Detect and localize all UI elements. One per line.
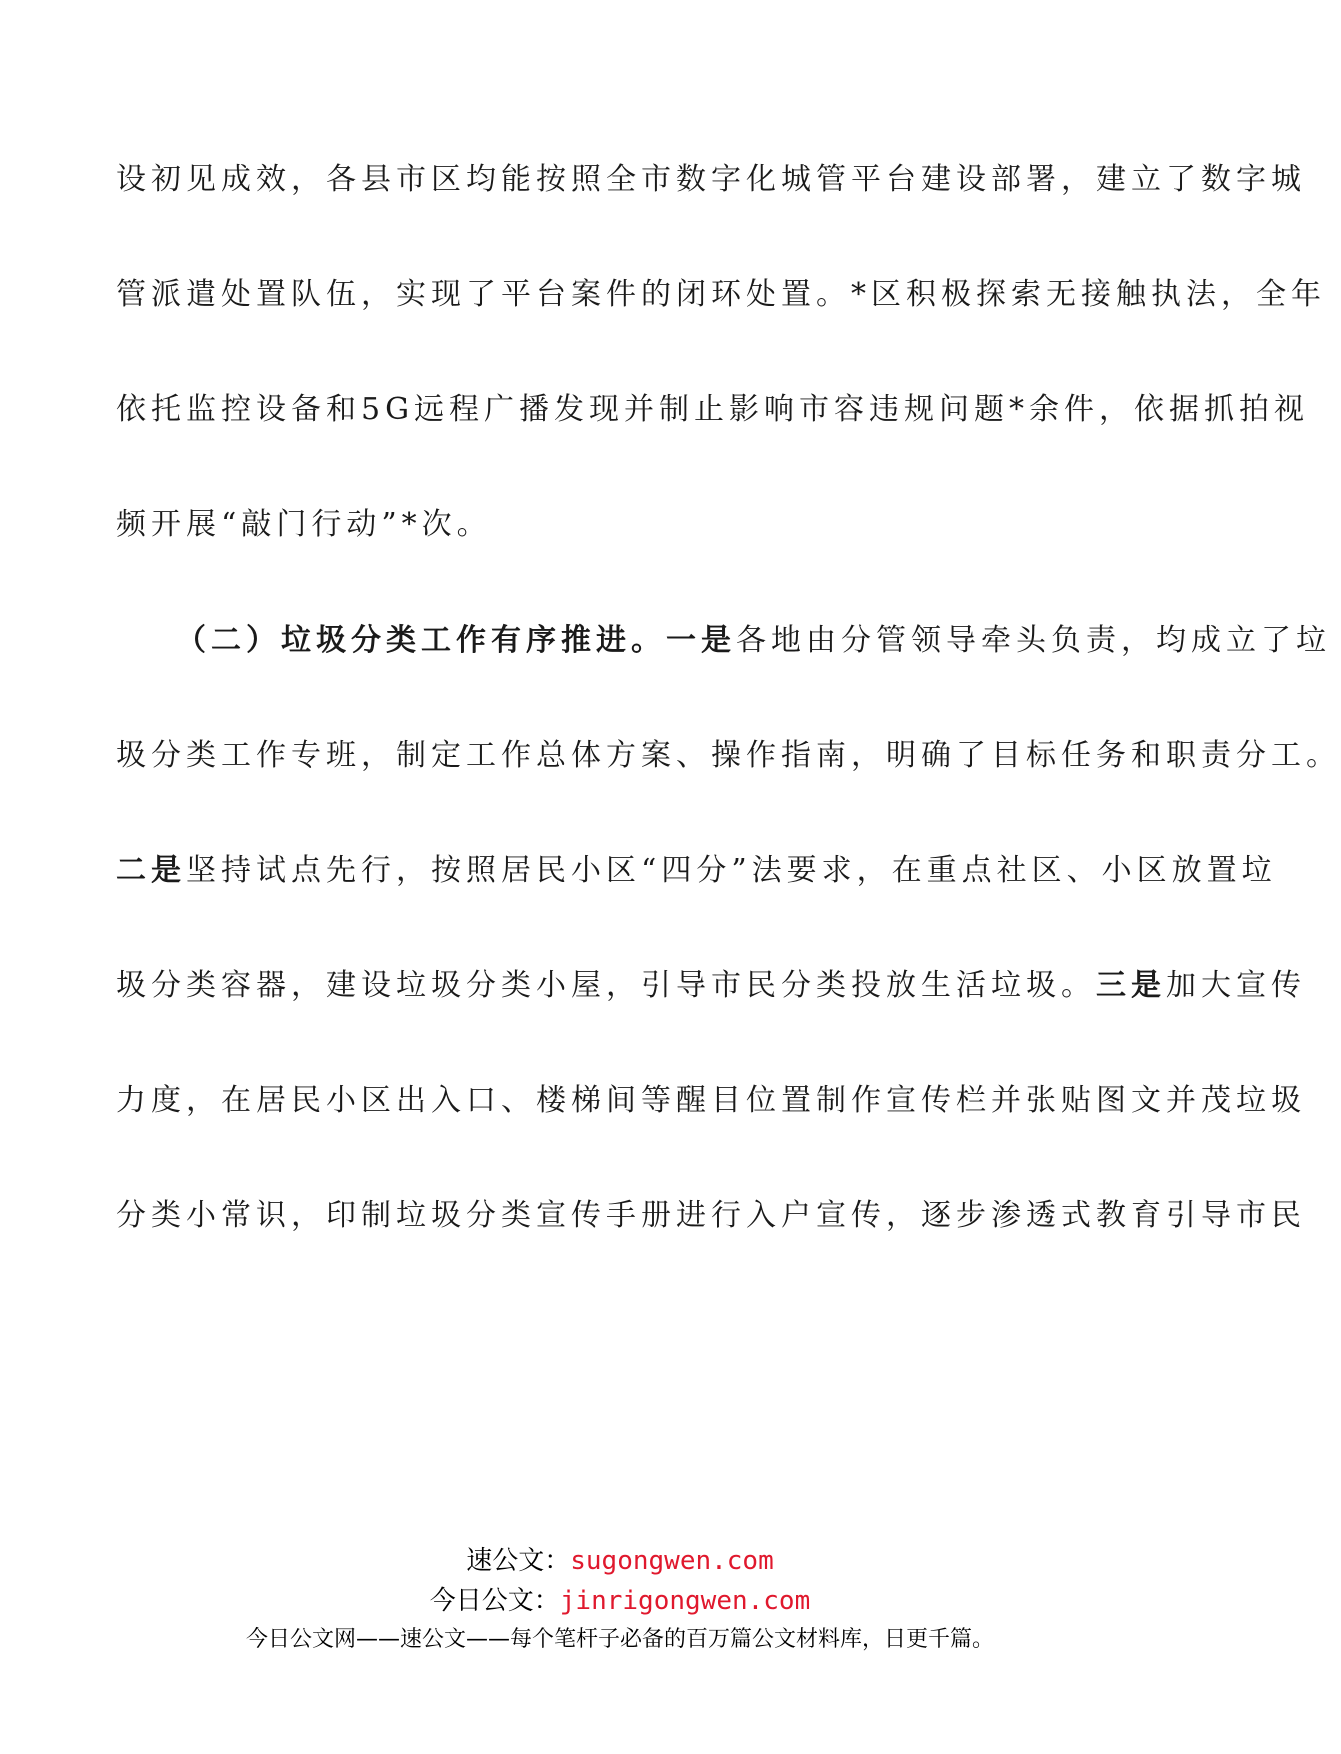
jinrigongwen-link[interactable]: jinrigongwen.com xyxy=(559,1586,811,1616)
section-2-heading: （二）垃圾分类工作有序推进。 xyxy=(176,623,666,658)
second-point-label: 二是 xyxy=(116,853,186,888)
sugongwen-link[interactable]: sugongwen.com xyxy=(570,1546,774,1576)
section-2-line-5: 力度，在居民小区出入口、楼梯间等醒目位置制作宣传栏并张贴图文并茂垃圾 xyxy=(116,1083,1306,1118)
first-point-label: 一是 xyxy=(666,623,736,658)
body-line-1: 设初见成效，各县市区均能按照全市数字化城管平台建设部署，建立了数字城 xyxy=(116,162,1306,197)
section-2-first-line xyxy=(176,621,1331,661)
footer-tagline: 今日公文网——速公文——每个笔杆子必备的百万篇公文材料库，日更千篇。 xyxy=(245,1627,994,1652)
second-point-text: 坚持试点先行，按照居民小区“四分”法要求，在重点社区、小区放置垃 xyxy=(186,853,1277,888)
body-line-4: 频开展“敲门行动”*次。 xyxy=(116,507,492,542)
section-2-line-3 xyxy=(116,851,1277,891)
footer-label-2: 今日公文： xyxy=(429,1586,560,1616)
section-2-line-4 xyxy=(116,966,1306,1006)
section-2-line-2: 圾分类工作专班，制定工作总体方案、操作指南，明确了目标任务和职责分工。 xyxy=(116,738,1341,773)
section-2-line-6: 分类小常识，印制垃圾分类宣传手册进行入户宣传，逐步渗透式教育引导市民 xyxy=(116,1198,1306,1233)
line-4-text: 圾分类容器，建设垃圾分类小屋，引导市民分类投放生活垃圾。 xyxy=(116,968,1096,1003)
footer-label-1: 速公文： xyxy=(466,1546,571,1576)
third-point-label: 三是 xyxy=(1096,968,1166,1003)
footer-line-2 xyxy=(0,1583,1240,1619)
first-point-text: 各地由分管领导牵头负责，均成立了垃 xyxy=(736,623,1331,658)
body-line-3: 依托监控设备和5G远程广播发现并制止影响市容违规问题*余件，依据抓拍视 xyxy=(116,392,1310,427)
body-line-2: 管派遣处置队伍，实现了平台案件的闭环处置。*区积极探索无接触执法，全年 xyxy=(116,277,1326,312)
third-point-text: 加大宣传 xyxy=(1166,968,1306,1003)
footer-line-1 xyxy=(0,1543,1240,1579)
